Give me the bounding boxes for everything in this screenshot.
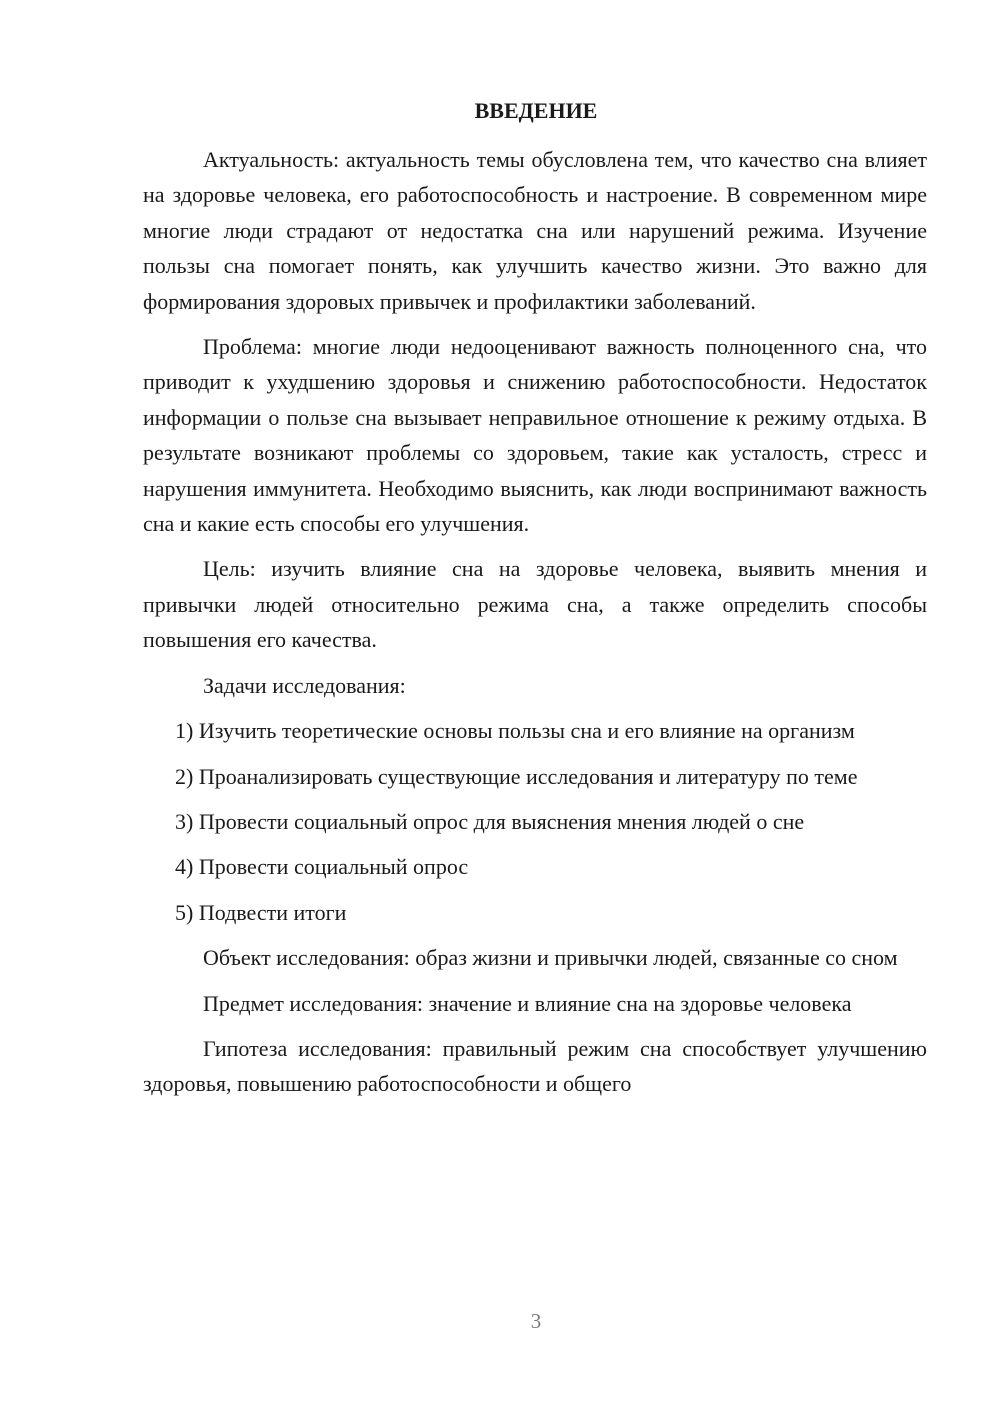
- task-item: 5) Подвести итоги: [175, 899, 347, 925]
- task-item: 2) Проанализировать существующие исследования и литературу по теме: [175, 763, 858, 789]
- task-item: 4) Провести социальный опрос: [175, 854, 469, 880]
- document-body: [143, 142, 927, 1112]
- paragraph-subject: Предмет исследования: значение и влияние сна на здоровье человека: [203, 990, 852, 1016]
- section-title: ВВЕДЕНИЕ: [474, 98, 598, 123]
- paragraph-object: Объект исследования: образ жизни и привычки людей, связанные со сном: [203, 945, 898, 971]
- task-item: 1) Изучить теоретические основы пользы сна и его влияние на организм: [175, 718, 855, 744]
- task-item: 3) Провести социальный опрос для выяснения мнения людей о сне: [175, 808, 805, 834]
- page-number: 3: [530, 1309, 542, 1333]
- paragraph-tasks-heading: Задачи исследования:: [203, 672, 406, 698]
- paragraph-problem: Проблема: многие люди недооценивают важность полноценного сна, что приводит к ухудшению здоровья и снижению работоспособности. Недостаток информации о пользе сна вызывает неправильное отношение к режиму отдыха. В результате возникают проблемы со здоровьем, такие как усталость, стресс и нарушения иммунитета. Необходимо выяснить, как люди воспринимают важность сна и какие есть способы его улучшения.: [143, 334, 927, 537]
- paragraph-relevance: Актуальность: актуальность темы обусловлена тем, что качество сна влияет на здоровье человека, его работоспособность и настроение. В современном мире многие люди страдают от недостатка сна или нарушений режима. Изучение пользы сна помогает понять, как улучшить качество жизни. Это важно для формирования здоровых привычек и профилактики заболеваний.: [143, 147, 927, 314]
- paragraph-hypothesis: Гипотеза исследования: правильный режим сна способствует улучшению здоровья, повышению работоспособности и общего: [143, 1035, 927, 1097]
- paragraph-goal: Цель: изучить влияние сна на здоровье человека, выявить мнения и привычки людей относительно режима сна, а также определить способы повышения его качества.: [143, 556, 927, 653]
